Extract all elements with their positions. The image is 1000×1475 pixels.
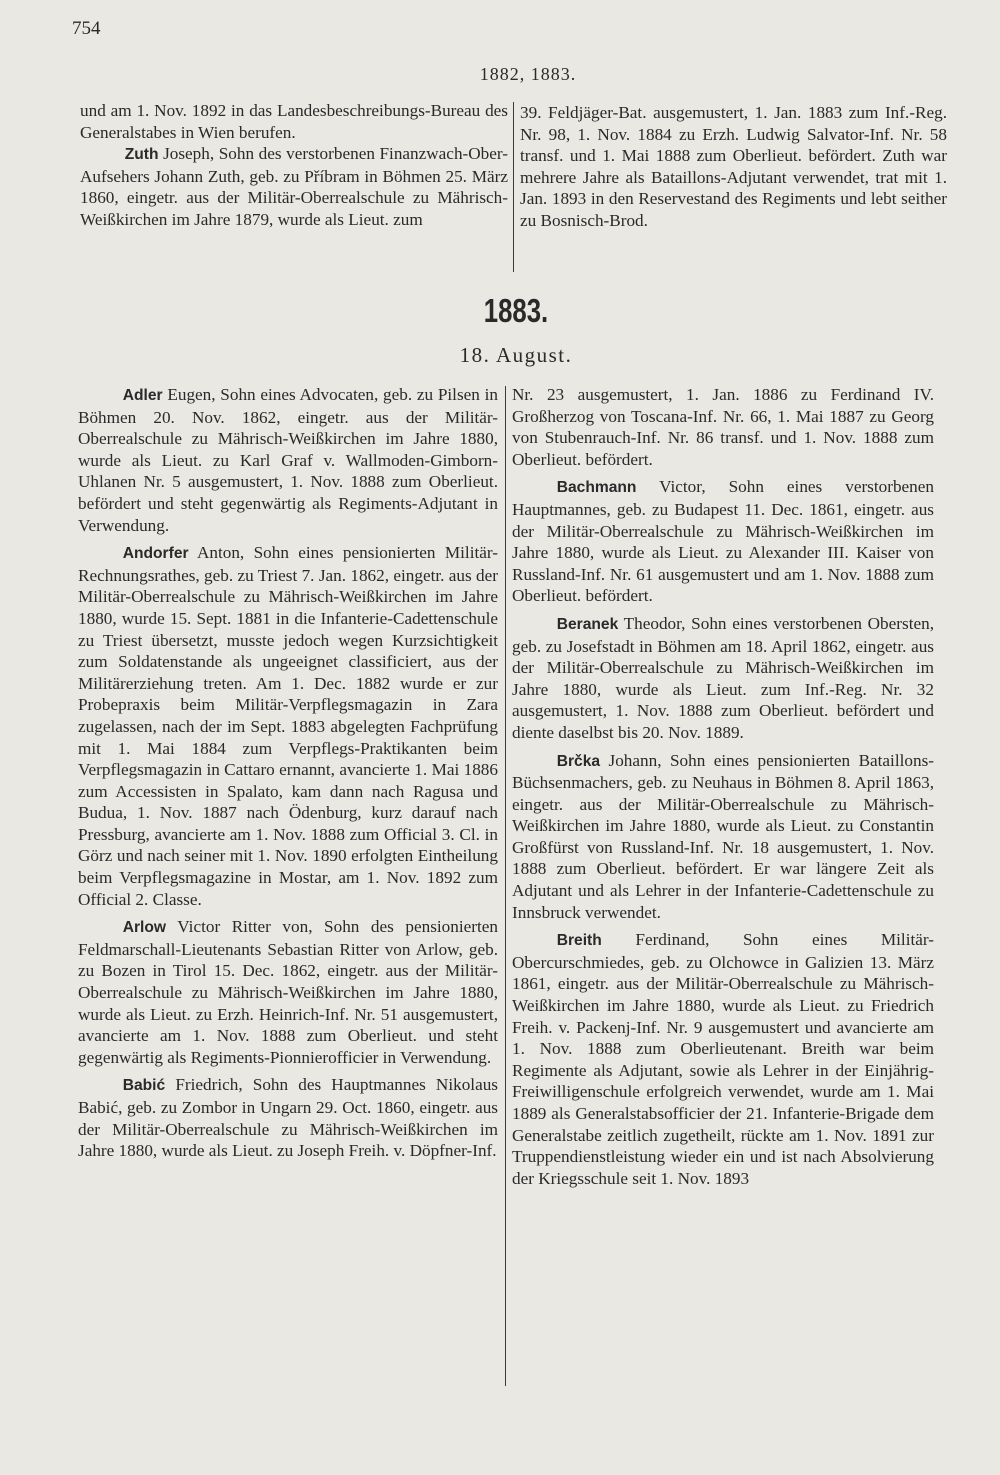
entry-text: Ferdinand, Sohn eines Militär-Obercurschmiedes, geb. zu Olchowce in Galizien 13. März 1861, eingetr. aus der Militär-Oberrealschule zu Mährisch-Weißkirchen im Jahre 1880, wurde als Lieut. zu Friedrich Freih. v. Packenj-Inf. Nr. 9 ausgemustert und avancierte am 1. Nov. 1888 zum Oberlieutenant. Breith war beim Regimente als Adjutant, sowie als Lehrer in der Einjährig-Freiwilligenschule erfolgreich verwendet, wurde am 1. Mai 1889 als Generalstabsofficier der 21. Infanterie-Brigade dem Generalstabe zeitlich zugetheilt, rückte am 1. Nov. 1891 zur Truppendienstleistung wieder ein und ist nach Absolvierung der Kriegsschule seit 1. Nov. 1893 <box>512 930 934 1188</box>
entry-surname: Babić <box>122 1077 166 1095</box>
entry-surname: Beranek <box>556 615 619 633</box>
entry-beranek <box>512 613 934 744</box>
section-year-heading: 1883. <box>483 292 549 329</box>
main-left-column <box>78 384 498 1162</box>
entry-surname: Adler <box>122 387 163 404</box>
entry-text: Anton, Sohn eines pensionierten Militär-Rechnungsrathes, geb. zu Triest 7. Jan. 1862, eingetr. aus der Militär-Oberrealschule zu Mährisch-Weißkirchen im Jahre 1880, wurde 15. Sept. 1881 in die Infanterie-Cadettenschule zu Triest übersetzt, musste jedoch wegen Kurzsichtigkeit zum Soldatenstande als ungeeignet classificiert, aus der Militärerziehung treten. Am 1. Dec. 1882 wurde er zur Probepraxis beim Militär-Verpflegsmagazin in Zara zugelassen, nach der im Sept. 1883 abgelegten Fachprüfung mit 1. Mai 1884 zum Verpflegs-Praktikanten beim Verpflegsmagazin in Cattaro ernannt, avancierte 1. Mai 1886 zum Accessisten in Spalato, kam dann nach Ragusa und Budua, 1. Nov. 1887 nach Ödenburg, kurz darauf nach Pressburg, avancierte am 1. Nov. 1888 zum Official 3. Cl. in Görz und nach seiner mit 1. Nov. 1890 erfolgten Eintheilung beim Verpflegsmagazine in Mostar, am 1. Nov. 1892 zum Official 2. Classe. <box>78 543 498 909</box>
entry-surname: Brčka <box>556 752 601 770</box>
entry-surname: Bachmann <box>556 479 637 497</box>
column-divider-top <box>513 102 514 272</box>
entry-adler <box>78 384 498 536</box>
entry-arlow <box>78 916 498 1068</box>
entry-text: Victor Ritter von, Sohn des pensionierten Feldmarschall-Lieutenants Sebastian Ritter von Arlow, geb. zu Bozen in Tirol 15. Dec. 1862, eingetr. aus der Militär-Oberrealschule zu Mährisch-Weißkirchen im Jahre 1880, wurde als Lieut. zu Erzh. Heinrich-Inf. Nr. 51 ausgemustert, avancierte am 1. Nov. 1888 zum Oberlieut. und steht gegenwärtig als Regiments-Pionnierofficier in Verwendung. <box>78 917 498 1067</box>
entry-surname: Arlow <box>122 919 167 937</box>
entry-babic <box>78 1074 498 1161</box>
continuation-paragraph: 39. Feldjäger-Bat. ausgemustert, 1. Jan. 1883 zum Inf.-Reg. Nr. 98, 1. Nov. 1884 zu Erzh. Ludwig Salvator-Inf. Nr. 58 transf. und 1. Mai 1888 zum Oberlieut. befördert. Zuth war mehrere Jahre als Bataillons-Adjutant verwendet, trat mit 1. Jan. 1893 in den Reservestand des Regiments und lebt seither zu Bosnisch-Brod. <box>520 103 947 230</box>
section-date-heading: 18. August. <box>459 343 573 367</box>
entry-text: Johann, Sohn eines pensionierten Bataillons-Büchsenmachers, geb. zu Neuhaus in Böhmen 8. April 1863, eingetr. aus der Militär-Oberrealschule zu Mährisch-Weißkirchen im Jahre 1880, wurde als Lieut. zu Constantin Großfürst von Russland-Inf. Nr. 18 ausgemustert, 1. Nov. 1888 zum Oberlieut. befördert. Er war längere Zeit als Adjutant und als Lehrer in der Infanterie-Cadettenschule zu Innsbruck verwendet. <box>512 750 934 922</box>
main-right-column <box>512 384 934 1189</box>
entry-surname: Breith <box>556 932 602 950</box>
entry-andorfer <box>78 542 498 910</box>
entry-brcka <box>512 750 934 924</box>
entry-text: Eugen, Sohn eines Advocaten, geb. zu Pilsen in Böhmen 20. Nov. 1862, eingetr. aus der Militär-Oberrealschule zu Mährisch-Weißkirchen im Jahre 1880, wurde als Lieut. zu Karl Graf v. Wallmoden-Gimborn-Uhlanen Nr. 5 ausgemustert, 1. Nov. 1888 zum Oberlieut. befördert und steht gegenwärtig als Regiments-Adjutant in Verwendung. <box>78 385 498 535</box>
continuation-paragraph: und am 1. Nov. 1892 in das Landesbeschreibungs-Bureau des Generalstabes in Wien berufen. <box>80 101 508 142</box>
entry-text: Friedrich, Sohn des Hauptmannes Nikolaus Babić, geb. zu Zombor in Ungarn 29. Oct. 1860, eingetr. aus der Militär-Oberrealschule zu Mährisch-Weißkirchen im Jahre 1880, wurde als Lieut. zu Joseph Freih. v. Döpfner-Inf. <box>78 1075 498 1161</box>
entry-surname: Zuth <box>124 146 159 164</box>
continuation-paragraph: Nr. 23 ausgemustert, 1. Jan. 1886 zu Ferdinand IV. Großherzog von Toscana-Inf. Nr. 66, 1. Mai 1887 zu Georg von Stubenrauch-Inf. Nr. 86 transf. und 1. Nov. 1888 zum Oberlieut. befördert. <box>512 385 934 469</box>
column-divider-main <box>505 386 506 1386</box>
top-left-column <box>80 100 508 231</box>
entry-text: Joseph, Sohn des verstorbenen Finanzwach-Ober-Aufsehers Johann Zuth, geb. zu Příbram in Böhmen 25. März 1860, eingetr. aus der Militär-Oberrealschule zu Mährisch-Weißkirchen im Jahre 1879, wurde als Lieut. zum <box>80 144 508 229</box>
entry-text: Theodor, Sohn eines verstorbenen Obersten, geb. zu Josefstadt in Böhmen am 18. April 1862, eingetr. aus der Militär-Oberrealschule zu Mährisch-Weißkirchen im Jahre 1880, wurde als Lieut. zum Inf.-Reg. Nr. 32 ausgemustert, 1. Nov. 1888 zum Oberlieut. befördert und diente daselbst bis 20. Nov. 1889. <box>512 613 934 742</box>
entry-text: Victor, Sohn eines verstorbenen Hauptmannes, geb. zu Budapest 11. Dec. 1861, eingetr. aus der Militär-Oberrealschule zu Mährisch-Weißkirchen im Jahre 1880, wurde als Lieut. zu Alexander III. Kaiser von Russland-Inf. Nr. 61 ausgemustert und am 1. Nov. 1888 zum Oberlieut. befördert. <box>512 477 934 606</box>
page-number: 754 <box>72 18 101 39</box>
entry-zuth <box>80 143 508 230</box>
running-head: 1882, 1883. <box>479 64 577 84</box>
entry-surname: Andorfer <box>122 545 189 563</box>
top-right-column <box>520 102 947 232</box>
entry-breith <box>512 929 934 1189</box>
entry-bachmann <box>512 476 934 607</box>
